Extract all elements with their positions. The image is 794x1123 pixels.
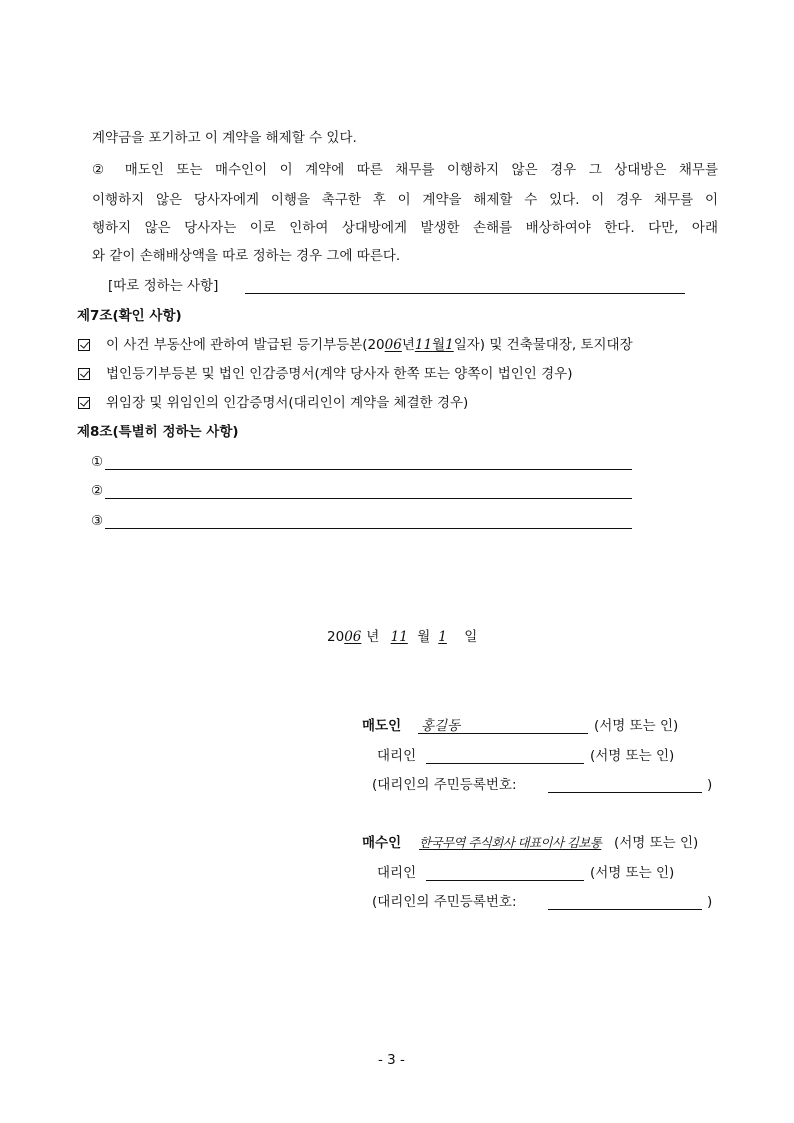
seller-name-line[interactable] xyxy=(418,733,588,734)
checkbox-checked-icon[interactable] xyxy=(78,339,90,351)
buyer-agent-id-label: (대리인의 주민등록번호: xyxy=(372,894,517,910)
seller-agent-id-close: ) xyxy=(707,777,713,793)
date-month: 11 xyxy=(390,629,408,645)
date-month-label: 월 xyxy=(417,629,431,645)
date-prefix: 20 xyxy=(327,629,345,645)
article8-item-2-number: ② xyxy=(91,483,104,499)
seller-agent-id-label: (대리인의 주민등록번호: xyxy=(372,777,517,793)
checkbox-checked-icon[interactable] xyxy=(78,397,90,409)
item1-prefix: 이 사건 부동산에 관하여 발급된 등기부등본(20 xyxy=(106,337,385,353)
clause-text-line-5: 와 같이 손해배상액을 따로 정하는 경우 그에 따른다. xyxy=(92,248,401,264)
article7-item-2: 법인등기부등본 및 법인 인감증명서(계약 당사자 한쪽 또는 양쪽이 법인인 경우) xyxy=(106,366,573,382)
clause-text-line-3: 이행하지 않은 당사자에게 이행을 촉구한 후 이 계약을 해제할 수 있다. 이 경우 채무를 이 xyxy=(92,192,718,208)
seller-agent-label: 대리인 xyxy=(377,748,417,764)
clause-text-line-4: 행하지 않은 당사자는 이로 인하여 상대방에게 발생한 손해를 배상하여야 한다. 다만, 아래 xyxy=(92,220,718,236)
buyer-agent-sign-label: (서명 또는 인) xyxy=(590,865,675,881)
article7-item-1 xyxy=(106,337,633,353)
buyer-label: 매수인 xyxy=(362,835,402,851)
buyer-agent-label: 대리인 xyxy=(377,865,417,881)
buyer-agent-id-close: ) xyxy=(707,894,713,910)
article7-item-3: 위임장 및 위임인의 인감증명서(대리인이 계약을 체결한 경우) xyxy=(106,395,469,411)
seller-agent-line[interactable] xyxy=(426,763,584,764)
checkbox-checked-icon[interactable] xyxy=(78,368,90,380)
item1-month-label: 월 xyxy=(432,337,446,353)
buyer-agent-id-line[interactable] xyxy=(548,909,702,910)
seller-agent-id-line[interactable] xyxy=(548,792,702,793)
article8-item-2-line[interactable] xyxy=(105,498,632,499)
buyer-name: 한국무역 주식회사 대표이사 김보통 xyxy=(419,835,602,850)
item1-day: 1 xyxy=(445,337,454,353)
article7-title: 제7조(확인 사항) xyxy=(77,308,182,324)
article8-title: 제8조(특별히 정하는 사항) xyxy=(77,424,239,440)
seller-agent-sign-label: (서명 또는 인) xyxy=(590,748,675,764)
item1-year-label: 년 xyxy=(401,337,415,353)
date-day: 1 xyxy=(438,629,447,645)
seller-label: 매도인 xyxy=(362,718,402,734)
article8-item-3-number: ③ xyxy=(91,513,104,529)
date-year-label: 년 xyxy=(366,629,380,645)
item1-suffix: 일자) 및 건축물대장, 토지대장 xyxy=(453,337,633,353)
date-day-label: 일 xyxy=(464,629,478,645)
article8-item-3-line[interactable] xyxy=(105,528,632,529)
item1-year: 06 xyxy=(384,337,402,353)
seller-name: 홍길동 xyxy=(421,718,461,734)
item1-month: 11 xyxy=(414,337,433,353)
contract-date xyxy=(327,629,477,645)
clause-text-line-2: ② 매도인 또는 매수인이 이 계약에 따른 채무를 이행하지 않은 경우 그 상대방은 채무를 xyxy=(92,162,718,178)
date-year: 06 xyxy=(344,629,362,645)
article8-item-1-line[interactable] xyxy=(105,469,632,470)
buyer-agent-line[interactable] xyxy=(426,880,584,881)
article8-item-1-number: ① xyxy=(91,454,104,470)
seller-sign-label: (서명 또는 인) xyxy=(594,718,679,734)
clause-text-line-1: 계약금을 포기하고 이 계약을 해제할 수 있다. xyxy=(92,130,357,146)
separate-matters-line[interactable] xyxy=(245,293,685,294)
separate-matters-label: [따로 정하는 사항] xyxy=(108,278,219,294)
buyer-sign-label: (서명 또는 인) xyxy=(614,835,699,851)
page-number: - 3 - xyxy=(378,1052,405,1068)
